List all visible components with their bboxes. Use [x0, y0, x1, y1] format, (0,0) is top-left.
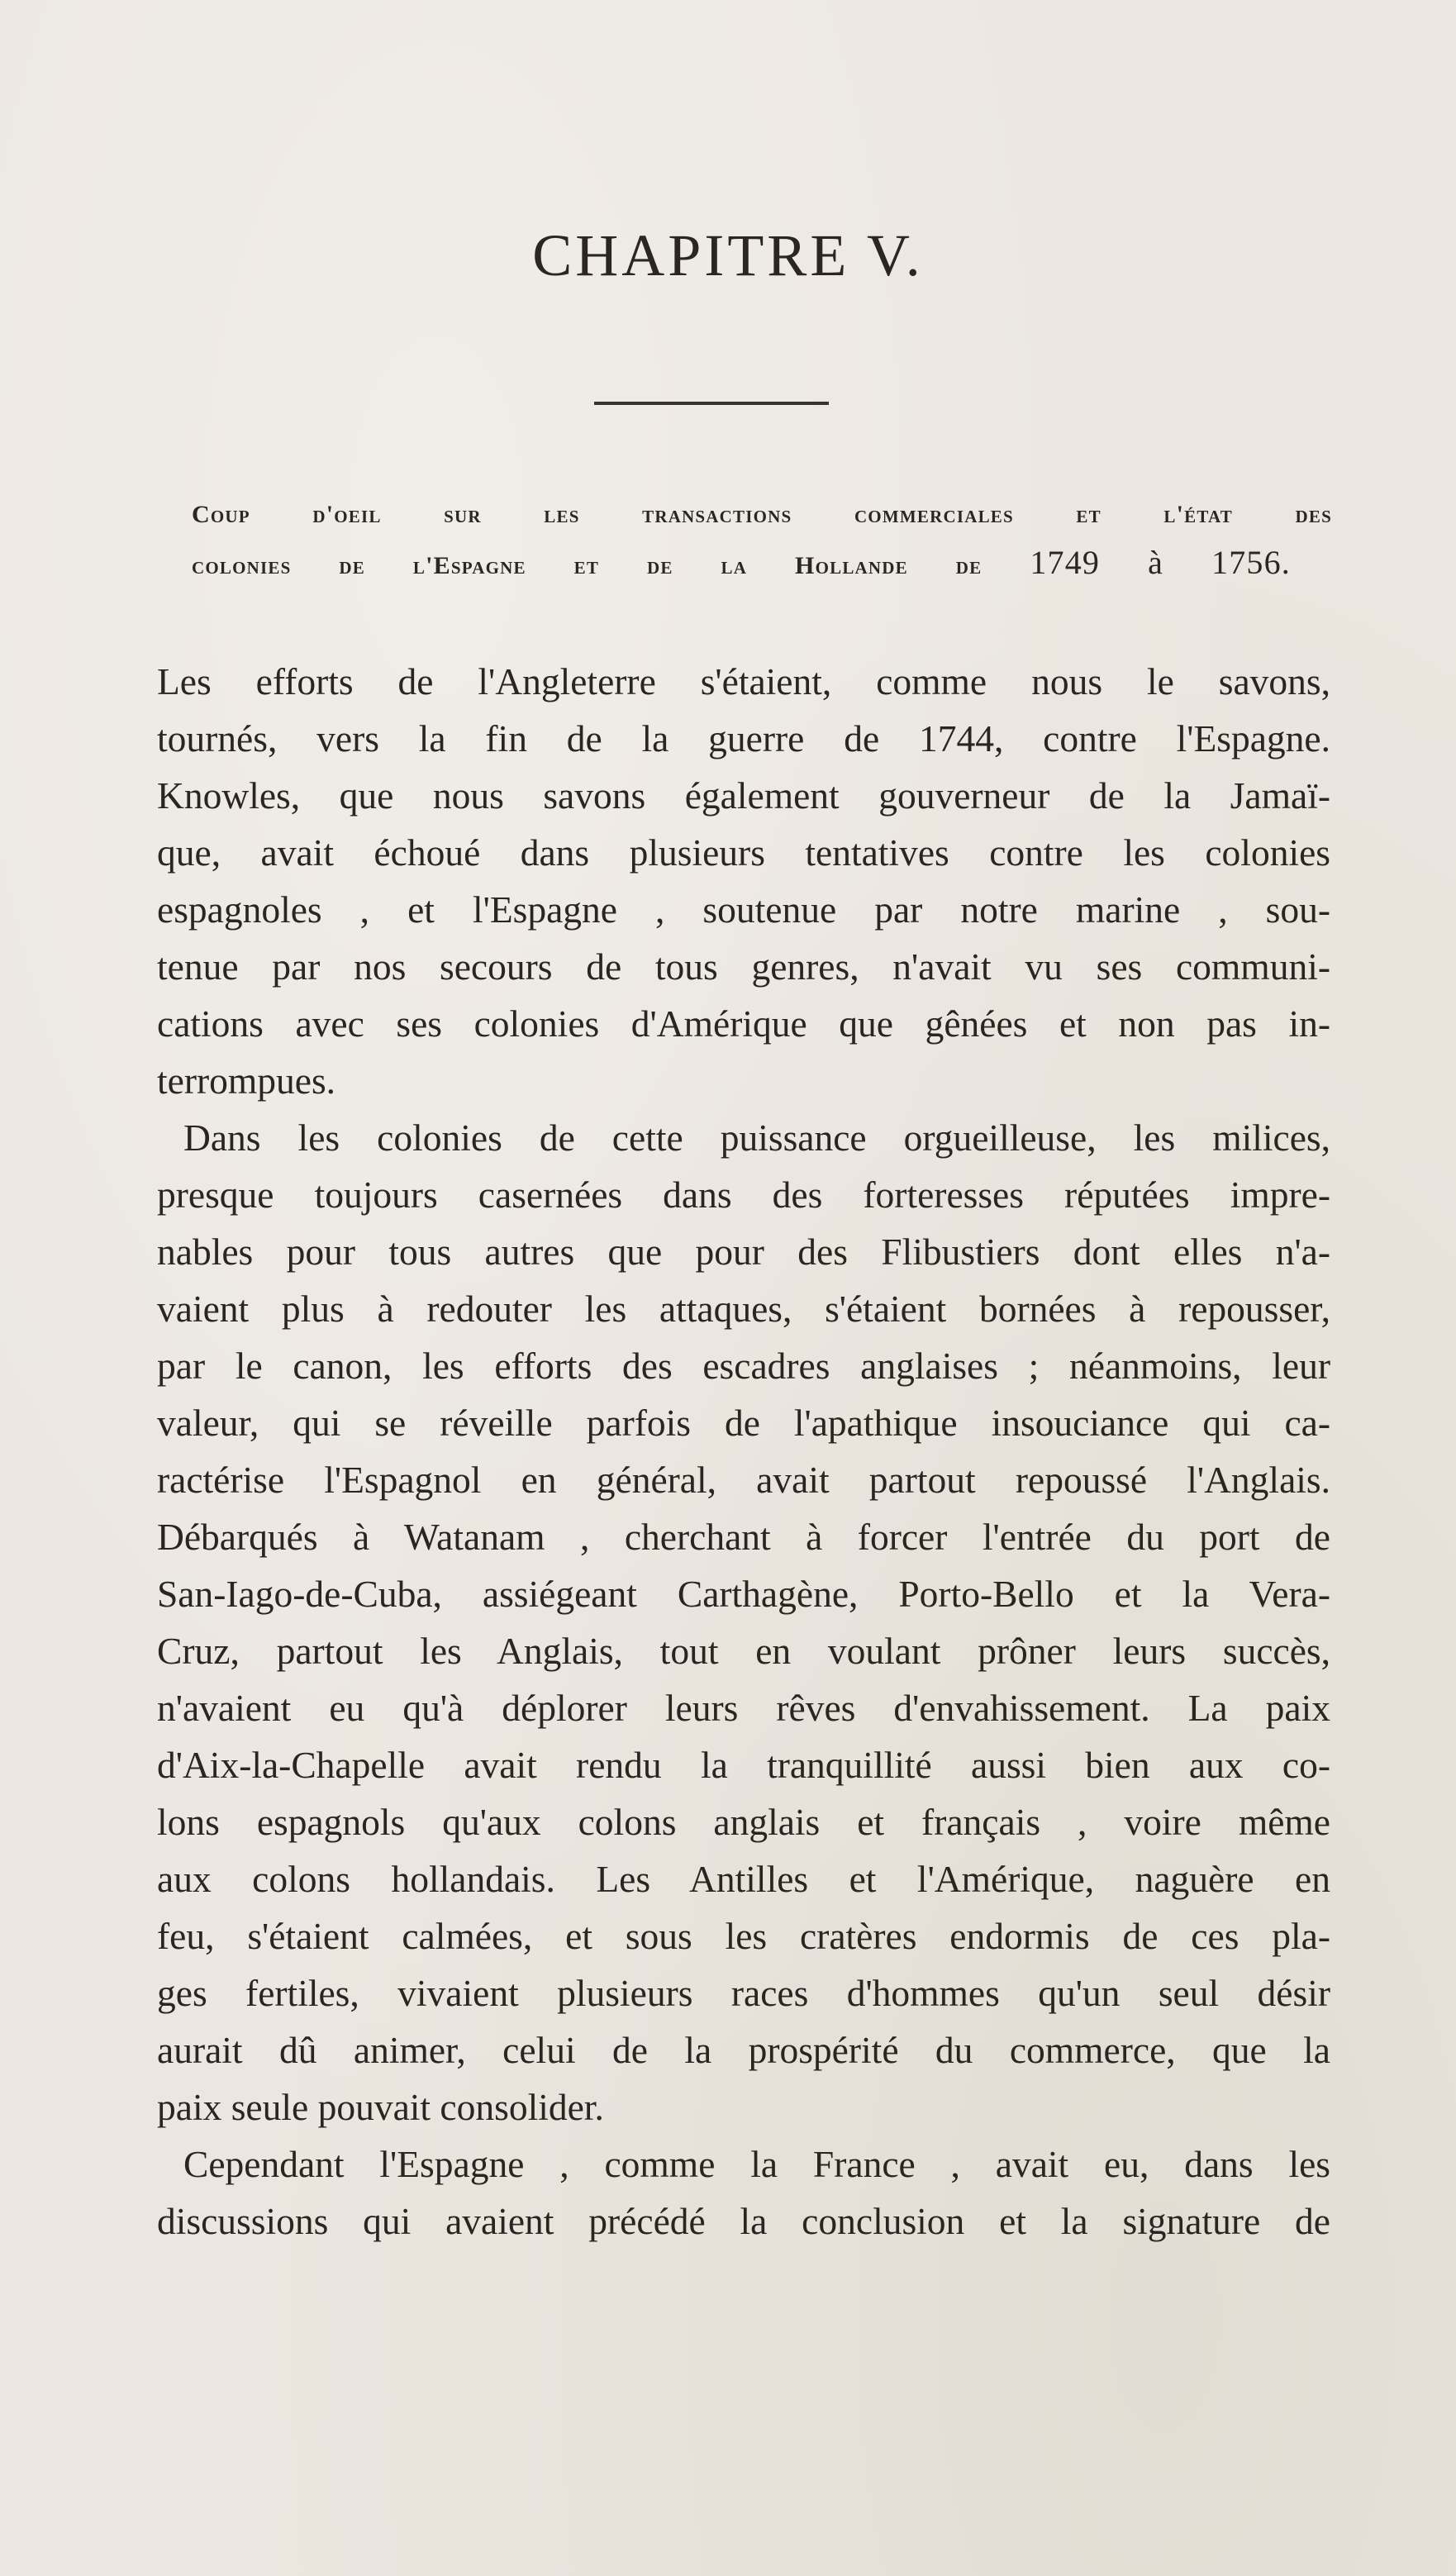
body-line: ractérise l'Espagnol en général, avait partout repoussé l'Anglais.: [157, 1459, 1330, 1501]
body-line: discussions qui avaient précédé la conclusion et la signature de: [157, 2200, 1330, 2242]
body-line: tournés, vers la fin de la guerre de 1744, contre l'Espagne.: [157, 717, 1330, 759]
chapter-title: CHAPITRE V.: [532, 222, 924, 288]
body-line: paix seule pouvait consolider.: [157, 2086, 604, 2128]
title-rule: [594, 402, 829, 405]
body-line: n'avaient eu qu'à déplorer leurs rêves d'envahissement. La paix: [157, 1687, 1330, 1729]
body-line: espagnoles , et l'Espagne , soutenue par notre marine , sou-: [157, 888, 1330, 931]
body-line: d'Aix-la-Chapelle avait rendu la tranquillité aussi bien aux co-: [157, 1744, 1330, 1786]
body-line: terrompues.: [157, 1059, 336, 1102]
body-line: par le canon, les efforts des escadres anglaises ; néanmoins, leur: [157, 1345, 1330, 1387]
body-line: aurait dû animer, celui de la prospérité du commerce, que la: [157, 2029, 1330, 2071]
summary-line-1: Coup d'oeil sur les transactions commerciales et l'état des: [192, 501, 1332, 528]
summary-line-2: [192, 539, 1291, 590]
body-line: cations avec ses colonies d'Amérique que gênées et non pas in-: [157, 1002, 1330, 1045]
chapter-summary: [192, 491, 1332, 590]
body-line: Débarqués à Watanam , cherchant à forcer l'entrée du port de: [157, 1516, 1330, 1558]
body-line: Cruz, partout les Anglais, tout en voulant prôner leurs succès,: [157, 1630, 1330, 1672]
body-line: presque toujours casernées dans des forteresses réputées impre-: [157, 1174, 1330, 1216]
body-line: Cependant l'Espagne , comme la France , avait eu, dans les: [183, 2143, 1330, 2185]
body-line: vaient plus à redouter les attaques, s'étaient bornées à repousser,: [157, 1288, 1330, 1330]
body-line: San-Iago-de-Cuba, assiégeant Carthagène, Porto-Bello et la Vera-: [157, 1573, 1330, 1615]
body-line: aux colons hollandais. Les Antilles et l'Amérique, naguère en: [157, 1858, 1330, 1900]
summary-year-end: 1756.: [1211, 544, 1291, 581]
body-line: que, avait échoué dans plusieurs tentatives contre les colonies: [157, 831, 1330, 874]
body-line: Knowles, que nous savons également gouverneur de la Jamaï-: [157, 774, 1330, 817]
body-line: ges fertiles, vivaient plusieurs races d'hommes qu'un seul désir: [157, 1972, 1330, 2014]
body-line: nables pour tous autres que pour des Flibustiers dont elles n'a-: [157, 1231, 1330, 1273]
body-line: valeur, qui se réveille parfois de l'apathique insouciance qui ca-: [157, 1402, 1330, 1444]
body-line: tenue par nos secours de tous genres, n'avait vu ses communi-: [157, 945, 1330, 988]
summary-year-start: 1749: [1030, 544, 1101, 581]
summary-between: à: [1148, 544, 1164, 581]
body-line: Les efforts de l'Angleterre s'étaient, comme nous le savons,: [157, 660, 1330, 702]
body-line: feu, s'étaient calmées, et sous les cratères endormis de ces pla-: [157, 1915, 1330, 1957]
summary-line-2-text: colonies de l'Espagne et de la Hollande de: [192, 552, 983, 579]
body-text: [157, 653, 1330, 2250]
body-line: Dans les colonies de cette puissance orgueilleuse, les milices,: [183, 1117, 1330, 1159]
body-line: lons espagnols qu'aux colons anglais et français , voire même: [157, 1801, 1330, 1843]
